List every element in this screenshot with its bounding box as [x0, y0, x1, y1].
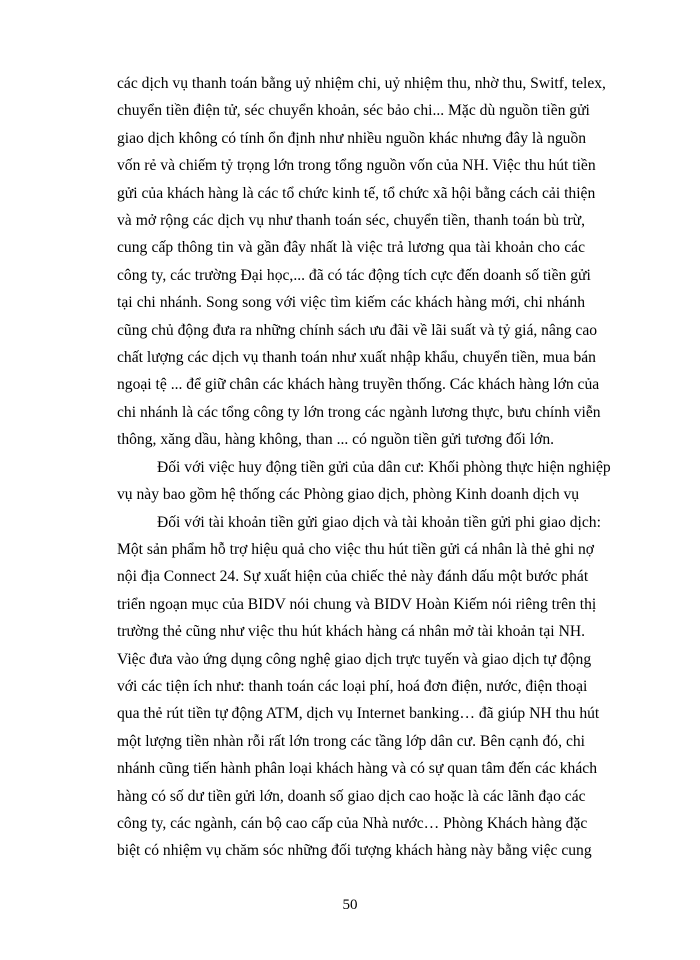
text-line: chuyển tiền điện tử, séc chuyển khoản, séc bảo chi... Mặc dù nguồn tiền gửi — [117, 102, 590, 120]
text-line: công ty, các ngành, cán bộ cao cấp của Nhà nước… Phòng Khách hàng đặc — [117, 814, 588, 832]
text-line: Đối với tài khoản tiền gửi giao dịch và tài khoản tiền gửi phi giao dịch: — [157, 513, 601, 531]
text-line: vụ này bao gồm hệ thống các Phòng giao dịch, phòng Kinh doanh dịch vụ — [117, 486, 580, 504]
text-line: cũng chủ động đưa ra những chính sách ưu đãi về lãi suất và tỷ giá, nâng cao — [117, 321, 598, 339]
document-page — [117, 70, 611, 865]
text-line: ngoại tệ ... để giữ chân các khách hàng truyền thống. Các khách hàng lớn của — [117, 376, 600, 394]
text-line: Một sản phẩm hỗ trợ hiệu quả cho việc thu hút tiền gửi cá nhân là thẻ ghi nợ — [117, 540, 595, 558]
text-line: hàng có số dư tiền gửi lớn, doanh số giao dịch cao hoặc là các lãnh đạo các — [117, 787, 586, 805]
text-line: và mở rộng các dịch vụ như thanh toán séc, chuyển tiền, thanh toán bù trừ, — [117, 212, 585, 230]
text-line: gửi của khách hàng là các tổ chức kinh tế, tổ chức xã hội bằng cách cải thiện — [117, 184, 596, 202]
paragraph-3 — [117, 509, 601, 865]
text-line: qua thẻ rút tiền tự động ATM, dịch vụ Internet banking… đã giúp NH thu hút — [117, 705, 600, 723]
text-line: chi nhánh là các tổng công ty lớn trong các ngành lương thực, bưu chính viễn — [117, 403, 601, 421]
text-line: thông, xăng dầu, hàng không, than ... có nguồn tiền gửi tương đối lớn. — [117, 431, 555, 449]
paragraph-1 — [117, 70, 606, 454]
text-line: công ty, các trường Đại học,... đã có tác động tích cực đến doanh số tiền gửi — [117, 266, 591, 284]
text-line: biệt có nhiệm vụ chăm sóc những đối tượng khách hàng này bằng việc cung — [117, 842, 592, 860]
paragraph-2 — [117, 454, 611, 509]
text-line: cung cấp thông tin và gần đây nhất là việc trả lương qua tài khoản cho các — [117, 239, 585, 257]
text-line: nhánh cũng tiến hành phân loại khách hàng và có sự quan tâm đến các khách — [117, 760, 597, 778]
text-line: trường thẻ cũng như việc thu hút khách hàng cá nhân mở tài khoản tại NH. — [117, 623, 585, 641]
text-line: Việc đưa vào ứng dụng công nghệ giao dịch trực tuyến và giao dịch tự động — [117, 650, 592, 668]
text-line: vốn rẻ và chiếm tỷ trọng lớn trong tổng nguồn vốn của NH. Việc thu hút tiền — [117, 157, 596, 175]
text-line: triển ngoạn mục của BIDV nói chung và BIDV Hoàn Kiếm nói riêng trên thị — [117, 595, 597, 613]
text-line: giao dịch không có tính ổn định như nhiều nguồn khác nhưng đây là nguồn — [117, 129, 587, 147]
text-line: với các tiện ích như: thanh toán các loại phí, hoá đơn điện, nước, điện thoại — [117, 677, 588, 695]
text-line: các dịch vụ thanh toán bằng uỷ nhiệm chi, uỷ nhiệm thu, nhờ thu, Switf, telex, — [117, 75, 606, 92]
text-line: chất lượng các dịch vụ thanh toán như xuất nhập khẩu, chuyển tiền, mua bán — [117, 349, 596, 367]
text-line: nội địa Connect 24. Sự xuất hiện của chiếc thẻ này đánh dấu một bước phát — [117, 568, 589, 586]
text-line: tại chi nhánh. Song song với việc tìm kiếm các khách hàng mới, chi nhánh — [117, 294, 585, 312]
text-line: một lượng tiền nhàn rỗi rất lớn trong các tầng lớp dân cư. Bên cạnh đó, chi — [117, 732, 585, 750]
page-number: 50 — [342, 897, 358, 913]
text-line: Đối với việc huy động tiền gửi của dân cư: Khối phòng thực hiện nghiệp — [157, 458, 611, 476]
